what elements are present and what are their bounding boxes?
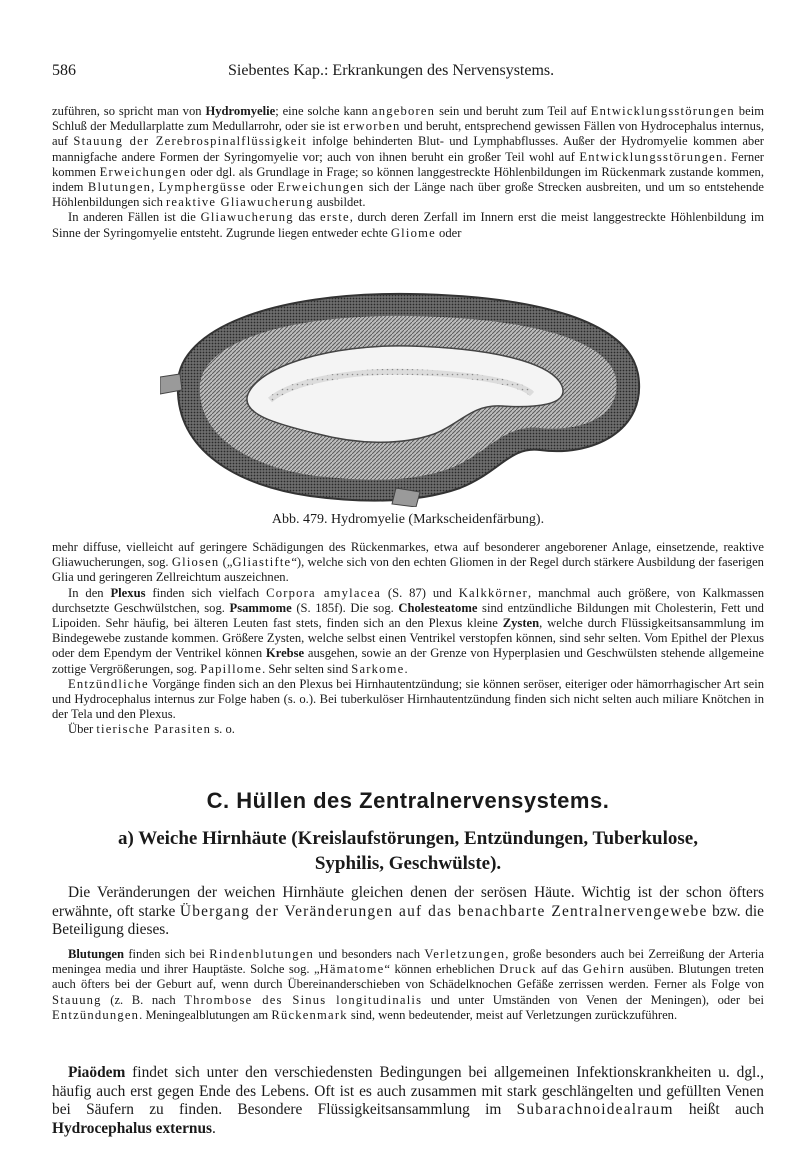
text-run: ; eine solche kann — [275, 104, 372, 118]
text-run: . Ferner kommen — [52, 149, 765, 179]
text-run: . Meningealblutungen am — [139, 1007, 272, 1022]
text-run: sein und beruht zum Teil auf — [435, 104, 591, 118]
spaced-term: Kalkkörner — [458, 585, 529, 600]
text-run: findet sich unter den verschiedensten Bedingungen bei allgemeinen Infektionskrankheiten u. dgl., häufig auch erst gegen Ende des Lebens. Oft ist es auch zusammen mit stark geschlängelten und gefüllten Venen bei Säufern zu finden. Besondere Flüssigkeitsansammlung im — [52, 1064, 764, 1119]
dorsal-root — [160, 374, 182, 394]
spaced-term: reaktive Gliawucherung — [166, 195, 314, 210]
text-run: auf das — [536, 962, 583, 977]
bold-term: Zysten — [502, 616, 540, 631]
bold-term: Cholesteatome — [398, 600, 478, 615]
text-run: s. o. — [211, 722, 235, 737]
spaced-term: Gliome — [390, 225, 436, 240]
text-block-intro — [52, 884, 764, 940]
spaced-term: Subarachnoidealraum — [516, 1101, 674, 1119]
bold-term: Plexus — [110, 585, 146, 600]
text-run: und unter Umständen von Venen der Meningen), oder bei — [422, 992, 764, 1007]
paragraph — [52, 677, 764, 723]
text-run: finden sich bei — [124, 947, 210, 961]
spaced-term: Entwicklungsstörungen — [590, 104, 735, 118]
spaced-term: Entzündliche — [68, 676, 149, 691]
subsection-heading-a — [52, 826, 764, 876]
spaced-term: Gliastifte — [232, 555, 292, 570]
text-run: Vorgänge finden sich an den Plexus bei Hirnhautentzündung; sie können seröser, eiteriger oder hämorrhagischer Art sein und Hydrocephalus internus zur Folge haben (s. o.). Bei tuberkulöser Hirnhautentzündung finden sich nicht selten auch miliare Knötchen in der Tela und den Plexus. — [52, 676, 764, 722]
text-run: . Sehr selten sind — [262, 661, 352, 676]
text-run: ausgehen, sowie an der Grenze von Hyperplasien und Geschwülsten stehende allgemeine zottige Vergrößerungen, sog. — [52, 646, 764, 676]
text-block-blutungen — [52, 947, 764, 1023]
text-run: und besonders nach — [313, 947, 425, 961]
spaced-term: Blutungen — [87, 180, 152, 195]
text-run: bzw. die Beteiligung dieses. — [52, 902, 764, 939]
spaced-term: Verletzungen — [424, 947, 506, 961]
text-run: das — [293, 210, 320, 225]
text-run: oder — [246, 180, 278, 195]
text-run: heißt auch — [673, 1101, 764, 1119]
spaced-term: Entwicklungsstörungen — [579, 149, 724, 164]
spaced-term: Lymphergüsse — [158, 180, 247, 195]
spaced-term: Hämatome — [319, 962, 385, 977]
text-block-piaoedem — [52, 1064, 764, 1138]
text-run: (z. B. nach — [101, 992, 185, 1007]
text-run: “), welche sich von den echten Gliomen in der Regel durch stärkere Ausbildung der faserigen Glia und geringeren Zellreichtum auszeichnen. — [52, 555, 764, 585]
paragraph — [52, 540, 764, 586]
text-run: “ können erheblichen — [384, 962, 500, 977]
figure-caption: Abb. 479. Hydromyelie (Markscheidenfärbung). — [271, 512, 545, 527]
text-block-middle — [52, 540, 764, 738]
spaced-term: Rückenmark — [271, 1007, 348, 1022]
paragraph — [52, 210, 764, 240]
spaced-term: Gliosen — [171, 555, 220, 570]
paragraph — [52, 104, 764, 210]
bold-term: Piaödem — [68, 1064, 126, 1081]
bold-term: Psammome — [229, 600, 292, 615]
text-run: , — [151, 180, 159, 195]
text-run: finden sich vielfach — [145, 585, 267, 600]
ventral-root — [392, 488, 420, 507]
paragraph — [52, 722, 764, 737]
spaced-term: Entzündungen — [52, 1007, 140, 1022]
spaced-term: erste — [319, 210, 350, 225]
bold-term: Hydromyelie — [205, 104, 276, 118]
text-run: Über — [68, 722, 97, 737]
section-heading-c: C. Hüllen des Zentralnervensystems. — [206, 788, 610, 813]
subsection-heading-line-2: Syphilis, Geschwülste). — [314, 853, 502, 874]
spaced-term: Rindenblutungen — [209, 947, 314, 961]
spaced-term: Stauung der Zerebrospinalflüssigkeit — [73, 134, 307, 149]
text-run: ausüben. Blutungen treten auch öfters bei der Geburt auf, wenn durch Übereinanderschieben von Schädelknochen Gefäße zerrissen werden. Ferner als Folge von — [52, 962, 764, 992]
text-run: mehr diffuse, vielleicht auf geringere Schädigungen des Rückenmarkes, etwa auf besonderer angeborener Anlage, einsetzende, reaktive Gliawucherungen, sog. — [52, 540, 764, 570]
text-run: , manchmal auch größere, von Kalkmassen durchsetzte Geschwülstchen, sog. — [52, 585, 764, 615]
spaced-term: Erweichungen — [99, 164, 187, 179]
bold-term: Krebse — [265, 646, 305, 661]
page-number: 586 — [52, 62, 76, 79]
text-run: infolge behinderten Blut- und Lymphabflusses. Außer der Hydromyelie kommen aber mannigfache andere Formen der Syringomyelie vor; auch von ihnen beruht ein großer Teil wohl auf — [52, 134, 765, 164]
spaced-term: Sarkome — [351, 661, 405, 676]
page-header — [52, 62, 764, 82]
spaced-term: Stauung — [52, 992, 102, 1007]
text-run: sich der Länge nach über große Strecken ausbreiten, und um so entstehende Höhlenbildungen sich — [52, 180, 765, 210]
paragraph — [52, 586, 764, 677]
spaced-term: Gehirn — [582, 962, 626, 977]
text-run: , große besonders auch bei Zerreißung der Arteria meningea media und ihrer Hauptäste. Solche sog. „ — [52, 947, 765, 977]
text-run: In den — [68, 585, 111, 600]
text-run: beim Schluß der Medullarplatte zum Medullarrohr, oder sie ist — [52, 104, 764, 134]
running-title: Siebentes Kap.: Erkrankungen des Nervensystems. — [228, 62, 555, 79]
text-run: , durch deren Zerfall im Innern erst die meist langgestreckte Höhlenbildung im Sinne der Syringomyelie entsteht. Zugrunde liegen entweder echte — [52, 210, 764, 240]
subsection-heading-line-1: a) Weiche Hirnhäute (Kreislaufstörungen, Entzündungen, Tuberkulose, — [118, 828, 698, 849]
spaced-term: Thrombose des Sinus longitudinalis — [184, 992, 423, 1007]
spaced-term: Erweichungen — [277, 180, 365, 195]
text-run: Die Veränderungen der weichen Hirnhäute gleichen denen der serösen Häute. Wichtig ist der schon öfters erwähnte, oft starke — [52, 884, 764, 920]
paragraph — [52, 947, 764, 1023]
spaced-term: tierische Parasiten — [96, 722, 212, 737]
text-run: ausbildet. — [313, 195, 366, 210]
text-block-top — [52, 104, 764, 241]
paragraph — [52, 884, 764, 940]
text-run: . — [404, 661, 408, 676]
paragraph — [52, 1064, 764, 1138]
text-run: zuführen, so spricht man von — [52, 104, 206, 118]
text-run: (S. 87) und — [381, 585, 459, 600]
spaced-term: Papillome — [200, 661, 263, 676]
text-run: und beruht, entsprechend gewissen Fällen von Hydrocephalus internus, auf — [52, 119, 764, 149]
text-run: („ — [219, 555, 233, 570]
bold-term: Hydrocephalus externus — [52, 1119, 213, 1137]
text-run: (S. 185f). Die sog. — [291, 600, 399, 615]
text-run: , welche durch Flüssigkeitsansammlung im Bindegewebe zustande kommen. Größere Zysten, welche selbst einen Ventrikel verstopfen können, sind sehr selten. Vom Epithel der Plexus oder dem Ependym der Ventrikel können — [52, 616, 764, 661]
bold-term: Blutungen — [68, 947, 124, 961]
spaced-term: Druck — [499, 962, 537, 977]
spinal-cord-section-image — [160, 282, 657, 507]
text-run: sind, wenn bedeutender, meist auf Verletzungen zurückzuführen. — [347, 1007, 678, 1022]
text-run: oder — [435, 225, 462, 240]
text-run: . — [212, 1119, 216, 1137]
text-run: sind entzündliche Bildungen mit Cholesterin, Fett und Lipoiden. Sehr häufig, bei älteren Leuten fast stets, finden sich an den Plexus kleine — [52, 600, 764, 631]
spaced-term: angeboren — [371, 104, 436, 118]
figure-hydromyelie — [160, 282, 657, 507]
spaced-term: Gliawucherung — [200, 210, 294, 225]
spaced-term: Corpora amylacea — [266, 585, 382, 600]
spaced-term: erworben — [343, 119, 401, 134]
spaced-term: Übergang der Veränderungen auf das benachbarte Zentralnervengewebe — [179, 902, 708, 920]
text-run: oder dgl. als Grundlage in Frage; so können langgestreckte Höhlenbildungen im Rückenmark zustande kommen, indem — [52, 164, 764, 195]
text-run: In anderen Fällen ist die — [68, 210, 201, 225]
